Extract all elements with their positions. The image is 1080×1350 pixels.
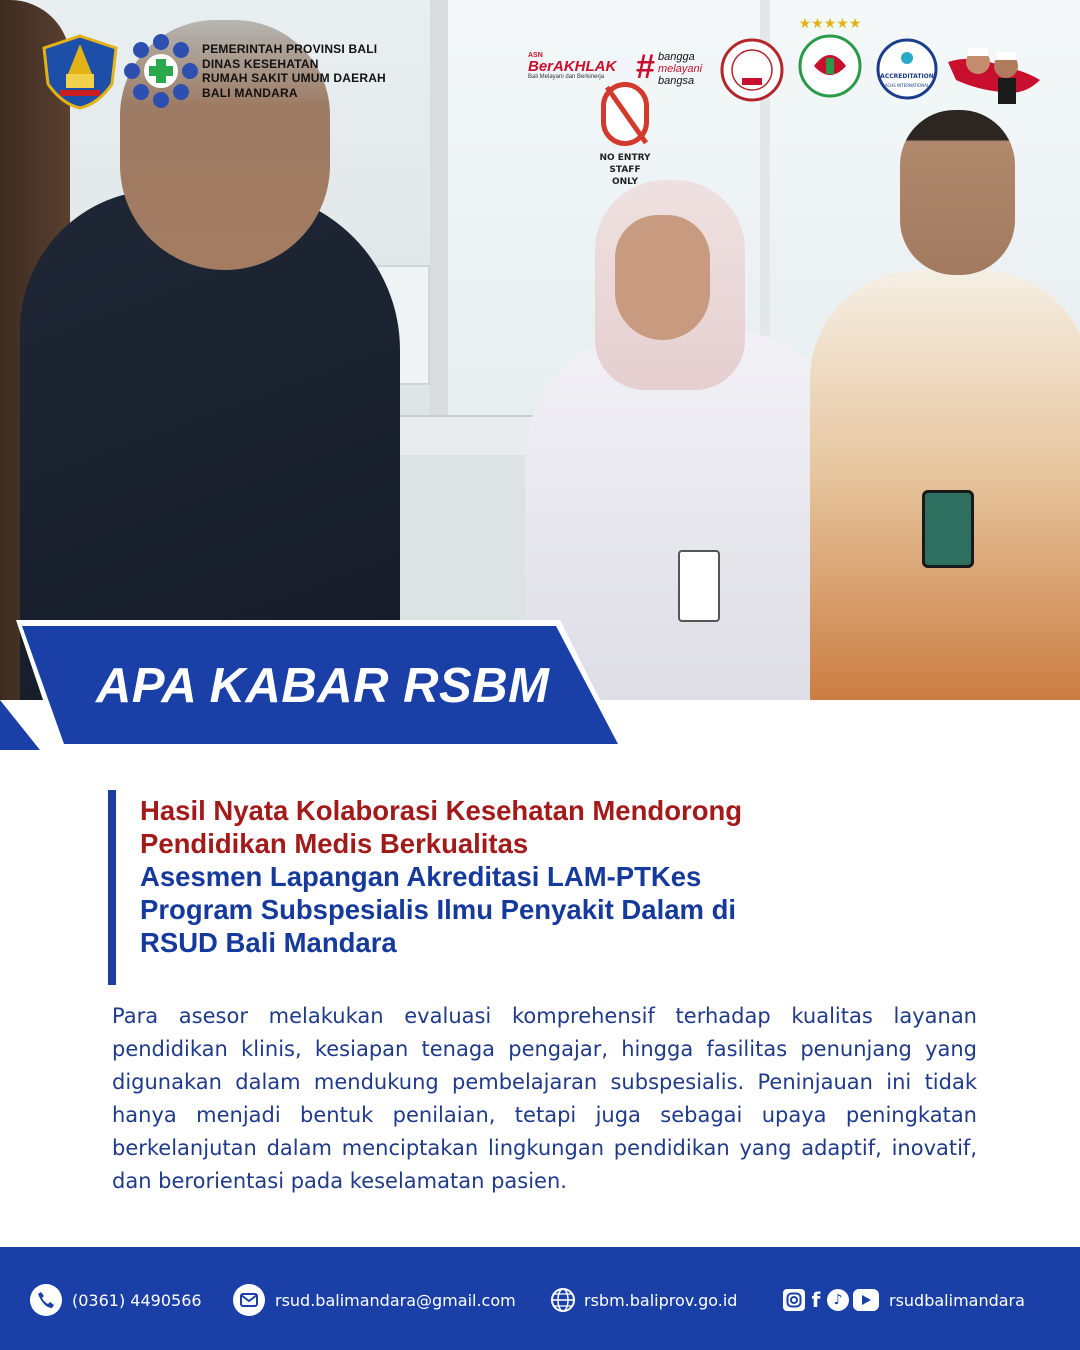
footer-social[interactable]	[783, 1283, 1025, 1317]
bangga-melayani-logo	[636, 50, 716, 120]
quality-seal-icon	[720, 38, 784, 102]
bangga-line: bangga	[658, 51, 695, 63]
kars-accreditation-icon	[792, 14, 868, 106]
bali-province-emblem-icon	[40, 34, 120, 110]
footer-website[interactable]	[550, 1283, 737, 1317]
institution-line: PEMERINTAH PROVINSI BALI	[202, 42, 378, 56]
berakhlak-label: BerAKHLAK	[528, 58, 617, 75]
body-paragraph: Para asesor melakukan evaluasi komprehensif terhadap kualitas layanan pendidikan klinis, kesiapan tenaga pengajar, hingga fasilitas penunjang yang digunakan dalam mendukung pembelajaran subspesialis. Peninjauan ini tidak hanya menjadi bentuk penilaian, tetapi juga sebagai upaya peningkatan berkelanjutan dalam menciptakan lingkungan pendidikan yang adaptif, inovatif, dan berorientasi pada keselamatan pasien.	[112, 1004, 977, 1193]
institution-line: RUMAH SAKIT UMUM DAERAH	[202, 71, 386, 85]
phone-icon	[30, 1284, 62, 1316]
email-address: rsud.balimandara@gmail.com	[275, 1290, 516, 1310]
headline	[140, 794, 980, 959]
headline-blue-line: RSUD Bali Mandara	[140, 927, 397, 958]
id-badge-green	[922, 490, 974, 568]
institution-line: BALI MANDARA	[202, 85, 298, 100]
person-man-batik-head	[900, 110, 1015, 275]
headline-accent-bar	[108, 790, 116, 985]
mail-icon	[233, 1284, 265, 1316]
sign-text: NO ENTRY STAFF ONLY	[599, 153, 651, 187]
asn-berakhlak-logo	[528, 52, 643, 122]
accreditation-label: ACCREDITATION	[880, 73, 934, 80]
asn-tagline: Bali Melayani dan Berkinerja	[528, 74, 605, 80]
footer-phone[interactable]	[30, 1283, 202, 1317]
bali-leaders-map-icon	[944, 36, 1044, 108]
facebook-icon[interactable]: f	[811, 1288, 821, 1312]
banner-title: APA KABAR RSBM	[96, 659, 550, 713]
bangga-line: melayani	[658, 63, 703, 75]
asn-label: ASN	[528, 52, 543, 59]
hash-icon: #	[636, 48, 655, 86]
social-handle: rsudbalimandara	[889, 1290, 1025, 1310]
phone-number: (0361) 4490566	[72, 1290, 202, 1310]
globe-icon	[550, 1287, 576, 1313]
svg-text:★★★★★: ★★★★★	[798, 16, 862, 32]
achs-accreditation-icon	[876, 38, 938, 100]
person-woman-face	[615, 215, 710, 340]
instagram-icon[interactable]	[783, 1289, 805, 1311]
id-badge	[678, 550, 720, 622]
website-url: rsbm.baliprov.go.id	[584, 1290, 738, 1310]
accreditation-sublabel: ACHS INTERNATIONAL	[884, 83, 930, 88]
youtube-icon[interactable]	[853, 1289, 879, 1311]
person-man-batik	[810, 270, 1080, 700]
headline-red-line: Hasil Nyata Kolaborasi Kesehatan Mendorong	[140, 795, 743, 826]
footer-contact-bar	[0, 1247, 1080, 1350]
headline-red-line: Pendidikan Medis Berkualitas	[140, 828, 529, 859]
footer-email[interactable]	[233, 1283, 516, 1317]
headline-blue-line: Asesmen Lapangan Akreditasi LAM-PTKes	[140, 861, 702, 892]
institution-line: DINAS KESEHATAN	[202, 56, 319, 71]
headline-blue-line: Program Subspesialis Ilmu Penyakit Dalam di	[140, 894, 737, 925]
institution-name	[202, 42, 386, 100]
rsbm-logo-icon	[122, 32, 200, 110]
tiktok-icon[interactable]: ♪	[827, 1289, 849, 1311]
bangga-line: bangsa	[658, 75, 695, 87]
